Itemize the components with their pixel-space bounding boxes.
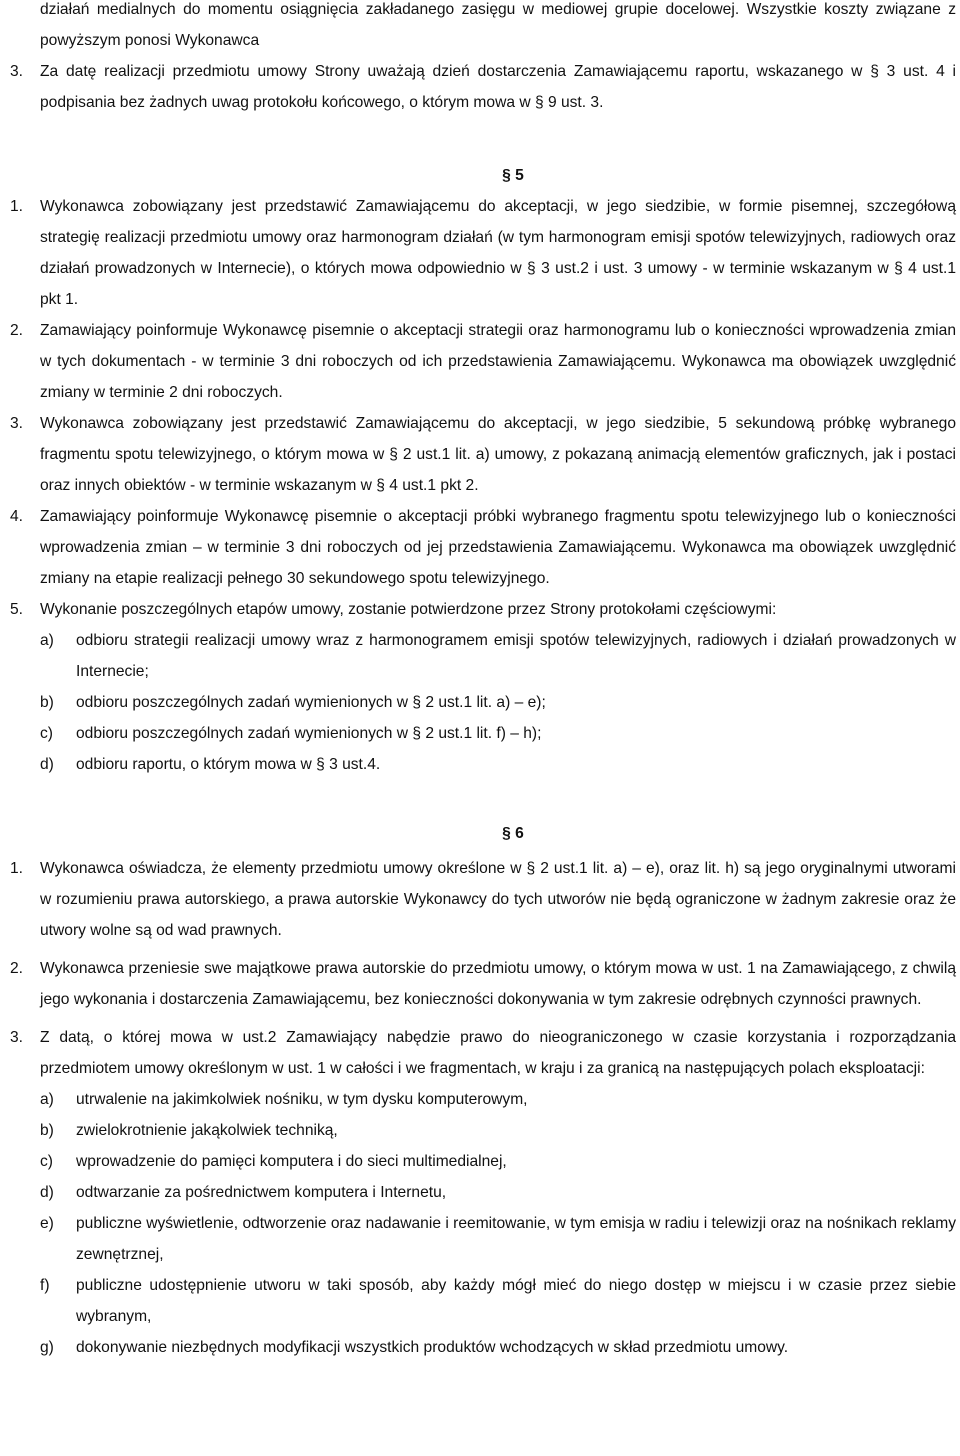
section-heading-6: § 6 bbox=[502, 825, 524, 842]
subitem-letter: d) bbox=[40, 1184, 54, 1201]
intro-item-3 bbox=[10, 56, 956, 118]
section-5-subitem-c bbox=[40, 718, 956, 749]
section-5-items bbox=[10, 191, 956, 780]
subitem-text: odbioru raportu, o którym mowa w § 3 ust.4. bbox=[76, 756, 381, 773]
section-6-item-3 bbox=[10, 1022, 956, 1084]
item-text: Za datę realizacji przedmiotu umowy Strony uważają dzień dostarczenia Zamawiającemu raportu, wskazanego w § 3 ust. 4 i podpisania bez żadnych uwag protokołu końcowego, o którym mowa w § 9 ust. 3. bbox=[40, 63, 956, 111]
subitem-letter: a) bbox=[40, 632, 54, 649]
subitem-letter: g) bbox=[40, 1339, 54, 1356]
subitem-text: wprowadzenie do pamięci komputera i do sieci multimedialnej, bbox=[76, 1153, 507, 1170]
section-5-item-4 bbox=[10, 501, 956, 594]
section-5-subitem-a bbox=[40, 625, 956, 687]
section-6-subitem-a bbox=[40, 1084, 956, 1115]
section-6-subitem-g bbox=[40, 1332, 956, 1363]
item-number: 5. bbox=[10, 601, 24, 618]
section-6-subitem-d bbox=[40, 1177, 956, 1208]
subitem-text: odbioru poszczególnych zadań wymienionych w § 2 ust.1 lit. a) – e); bbox=[76, 694, 546, 711]
subitem-text: odbioru strategii realizacji umowy wraz z harmonogramem emisji spotów telewizyjnych, radiowych i działań prowadzonych w Internecie; bbox=[76, 632, 956, 680]
item-text: Wykonawca oświadcza, że elementy przedmiotu umowy określone w § 2 ust.1 lit. a) – e), oraz lit. h) są jego oryginalnymi utworami w rozumieniu prawa autorskiego, a prawa autorskie Wykonawcy do tych utworów nie będą ograniczone w żadnym zakresie oraz że utwory wolne są od wad prawnych. bbox=[40, 860, 956, 939]
subitem-letter: e) bbox=[40, 1215, 54, 1232]
subitem-text: utrwalenie na jakimkolwiek nośniku, w tym dysku komputerowym, bbox=[76, 1091, 528, 1108]
section-5-subitem-d bbox=[40, 749, 956, 780]
section-5-item-2 bbox=[10, 315, 956, 408]
intro-continuation: działań medialnych do momentu osiągnięcia zakładanego zasięgu w mediowej grupie docelowej. Wszystkie koszty związane z powyższym ponosi Wykonawca bbox=[40, 1, 956, 49]
subitem-letter: c) bbox=[40, 1153, 53, 1170]
item-number: 4. bbox=[10, 508, 24, 525]
item-text: Wykonawca przeniesie swe majątkowe prawa autorskie do przedmiotu umowy, o którym mowa w ust. 1 na Zamawiającego, z chwilą jego wykonania i dostarczenia Zamawiającemu, bez konieczności dokonywania w tym zakresie odrębnych czynności prawnych. bbox=[40, 960, 956, 1008]
subitem-text: publiczne wyświetlenie, odtworzenie oraz nadawanie i reemitowanie, w tym emisja w radiu i telewizji oraz na nośnikach reklamy zewnętrznej, bbox=[76, 1215, 956, 1263]
section-6-item-1 bbox=[10, 853, 956, 946]
item-number: 1. bbox=[10, 860, 24, 877]
item-text: Wykonanie poszczególnych etapów umowy, zostanie potwierdzone przez Strony protokołami częściowymi: bbox=[40, 601, 777, 618]
item-text: Wykonawca zobowiązany jest przedstawić Zamawiającemu do akceptacji, w jego siedzibie, w formie pisemnej, szczegółową strategię realizacji przedmiotu umowy oraz harmonogram działań (w tym harmonogram emisji spotów telewizyjnych, radiowych oraz działań prowadzonych w Internecie), o których mowa odpowiednio w § 3 ust.2 i ust. 3 umowy - w terminie wskazanym w § 4 ust.1 pkt 1. bbox=[40, 198, 956, 308]
item-number: 3. bbox=[10, 63, 24, 80]
section-5-subitem-b bbox=[40, 687, 956, 718]
subitem-letter: d) bbox=[40, 756, 54, 773]
item-number: 2. bbox=[10, 960, 24, 977]
subitem-text: odtwarzanie za pośrednictwem komputera i Internetu, bbox=[76, 1184, 447, 1201]
item-number: 1. bbox=[10, 198, 24, 215]
section-5-item-3 bbox=[10, 408, 956, 501]
item-text: Wykonawca zobowiązany jest przedstawić Zamawiającemu do akceptacji, w jego siedzibie, 5 sekundową próbkę wybranego fragmentu spotu telewizyjnego, o którym mowa w § 2 ust.1 lit. a) umowy, z pokazaną animacją elementów graficznych, jak i postaci oraz innych obiektów - w terminie wskazanym w § 4 ust.1 pkt 2. bbox=[40, 415, 956, 494]
section-heading-5: § 5 bbox=[502, 167, 524, 184]
subitem-text: zwielokrotnienie jakąkolwiek techniką, bbox=[76, 1122, 338, 1139]
subitem-text: publiczne udostępnienie utworu w taki sposób, aby każdy mógł mieć do niego dostęp w miejscu i w czasie przez siebie wybranym, bbox=[76, 1277, 956, 1325]
section-5-item-1 bbox=[10, 191, 956, 315]
subitem-text: odbioru poszczególnych zadań wymienionych w § 2 ust.1 lit. f) – h); bbox=[76, 725, 542, 742]
item-text: Zamawiający poinformuje Wykonawcę pisemnie o akceptacji strategii oraz harmonogramu lub o konieczności wprowadzenia zmian w tych dokumentach - w terminie 3 dni roboczych od ich przedstawienia Zamawiającemu. Wykonawca ma obowiązek uwzględnić zmiany w terminie 2 dni roboczych. bbox=[40, 322, 956, 401]
section-5-item-5 bbox=[10, 594, 956, 625]
item-number: 2. bbox=[10, 322, 24, 339]
subitem-letter: f) bbox=[40, 1277, 50, 1294]
section-6-subitem-c bbox=[40, 1146, 956, 1177]
section-6-items bbox=[10, 853, 956, 1363]
section-6-subitem-f bbox=[40, 1270, 956, 1332]
subitem-letter: c) bbox=[40, 725, 53, 742]
section-6-subitem-b bbox=[40, 1115, 956, 1146]
subitem-letter: a) bbox=[40, 1091, 54, 1108]
item-number: 3. bbox=[10, 1029, 24, 1046]
subitem-letter: b) bbox=[40, 694, 54, 711]
item-text: Zamawiający poinformuje Wykonawcę pisemnie o akceptacji próbki wybranego fragmentu spotu telewizyjnego lub o konieczności wprowadzenia zmian – w terminie 3 dni roboczych od jej przedstawienia Zamawiającemu. Wykonawca ma obowiązek uwzględnić zmiany na etapie realizacji pełnego 30 sekundowego spotu telewizyjnego. bbox=[40, 508, 956, 587]
subitem-letter: b) bbox=[40, 1122, 54, 1139]
item-text: Z datą, o której mowa w ust.2 Zamawiający nabędzie prawo do nieograniczonego w czasie korzystania i rozporządzania przedmiotem umowy określonym w ust. 1 w całości i we fragmentach, w kraju i za granicą na następujących polach eksploatacji: bbox=[40, 1029, 956, 1077]
section-6-subitem-e bbox=[40, 1208, 956, 1270]
subitem-text: dokonywanie niezbędnych modyfikacji wszystkich produktów wchodzących w skład przedmiotu umowy. bbox=[76, 1339, 789, 1356]
section-6-item-2 bbox=[10, 953, 956, 1015]
item-number: 3. bbox=[10, 415, 24, 432]
